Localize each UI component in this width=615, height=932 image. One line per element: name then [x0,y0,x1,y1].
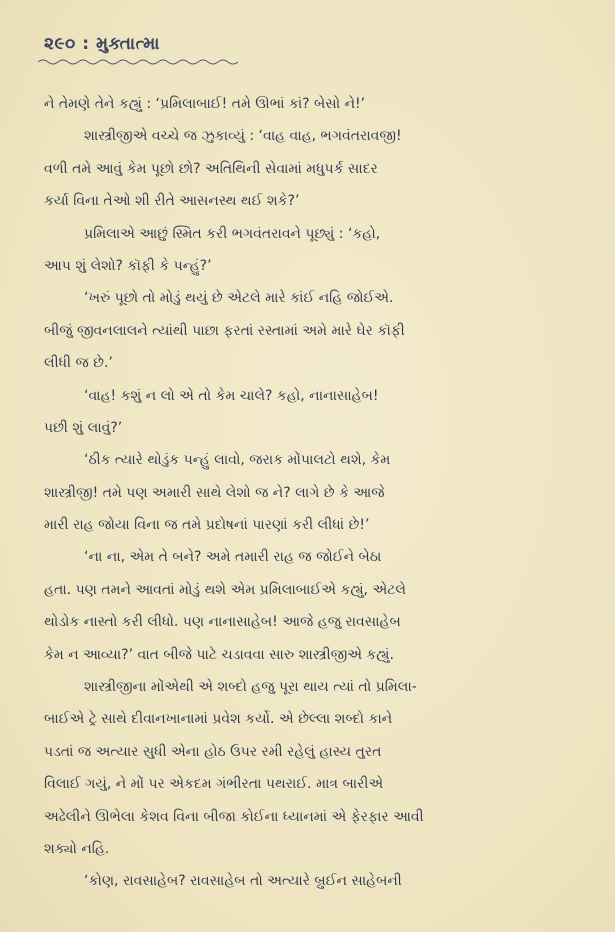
text-line: આપ શું લેશો? કૉફી કે પન્હું?’ [44,257,212,274]
text-line: ‘કોણ, રાવસાહેબ? રાવસાહેબ તો અત્યારે બ્રુઈન સાહેબની [84,873,402,890]
page-header [44,34,160,54]
text-line: ને તેમણે તેને કહ્યું : ‘પ્રમિલાબાઈ! તમે ઊભાં કાં? બેસો ને!’ [44,96,366,112]
text-line: બાઈએ ટ્રે સાથે દીવાનખાનામાં પ્રવેશ કર્યો. એ છેલ્લા શબ્દો કાને [44,711,393,728]
text-line: વિલાઈ ગયું, ને મોં પર એકદમ ગંભીરતા પથરાઈ. માત્ર બારીએ [44,776,384,793]
text-line: શક્યો નહિ. [44,840,110,857]
text-line: લીધી જ છે.’ [44,355,113,372]
text-line: ‘ઠીક ત્યારે થોડુંક પન્હું લાવો, જરાક મોંપાલટો થશે, કેમ [84,452,391,469]
text-line: મારી રાહ જોયા વિના જ તમે પ્રદોષનાં પારણાં કરી લીધાં છે!’ [44,517,370,534]
body-text [44,88,589,898]
text-line: પ્રમિલાએ આછું સ્મિત કરી ભગવંતરાવને પૂછ્યું : ‘કહો, [84,225,381,242]
text-line: શાસ્ત્રીજીએ વચ્ચે જ ઝુકાવ્યું : ‘વાહ વાહ, ભગવંતરાવજી! [84,128,402,145]
text-line: બીજું જીવનલાલને ત્યાંથી પાછા ફરતાં રસ્તામાં અમે મારે ઘેર કૉફી [44,322,405,339]
text-line: હતા. પણ તમને આવતાં મોડું થશે એમ પ્રમિલાબાઈએ કહ્યું, એટલે [44,581,406,598]
text-line: ‘ખરું પૂછો તો મોડું થયું છે એટલે મારે કાંઈ નહિ જોઈએ. [84,290,394,307]
header-wavy-rule [38,58,238,66]
header-separator: : [82,34,90,54]
text-line: પછી શું લાવું?’ [44,419,123,436]
text-line: કેમ ન આવ્યા?’ વાત બીજે પાટે ચડાવવા સારુ શાસ્ત્રીજીએ કહ્યું. [44,646,394,663]
page-number: ૨૯૦ [44,34,76,54]
text-line: થોડોક નાસ્તો કરી લીધો. પણ નાનાસાહેબ! આજે હજુ રાવસાહેબ [44,614,401,631]
text-line: અઢેલીને ઊભેલા કેશવ વિના બીજા કોઈના ધ્યાનમાં એ ફેરફાર આવી [44,808,424,825]
text-line: ‘ના ના, એમ તે બને? અમે તમારી રાહ જ જોઈને બેઠા [84,549,382,566]
book-title: મુક્તાત્મા [95,34,160,54]
text-line: કર્યા વિના તેઓ શી રીતે આસનસ્થ થઈ શકે?’ [44,193,300,210]
text-line: શાસ્ત્રીજીના મોંએથી એ શબ્દો હજુ પૂરા થાય ત્યાં તો પ્રમિલા- [84,679,417,696]
text-line: વળી તમે આવું કેમ પૂછો છો? અતિથિની સેવામાં મધુપર્ક સાદર [44,160,378,177]
text-line: શાસ્ત્રીજી! તમે પણ અમારી સાથે લેશો જ ને? લાગે છે કે આજે [44,484,385,501]
text-line: પડતાં જ અત્યાર સુધી એના હોઠ ઉપર રમી રહેલું હાસ્ય તુરત [44,743,382,760]
text-line: ‘વાહ! કશું ન લો એ તો કેમ ચાલે? કહો, નાનાસાહેબ! [84,387,379,404]
